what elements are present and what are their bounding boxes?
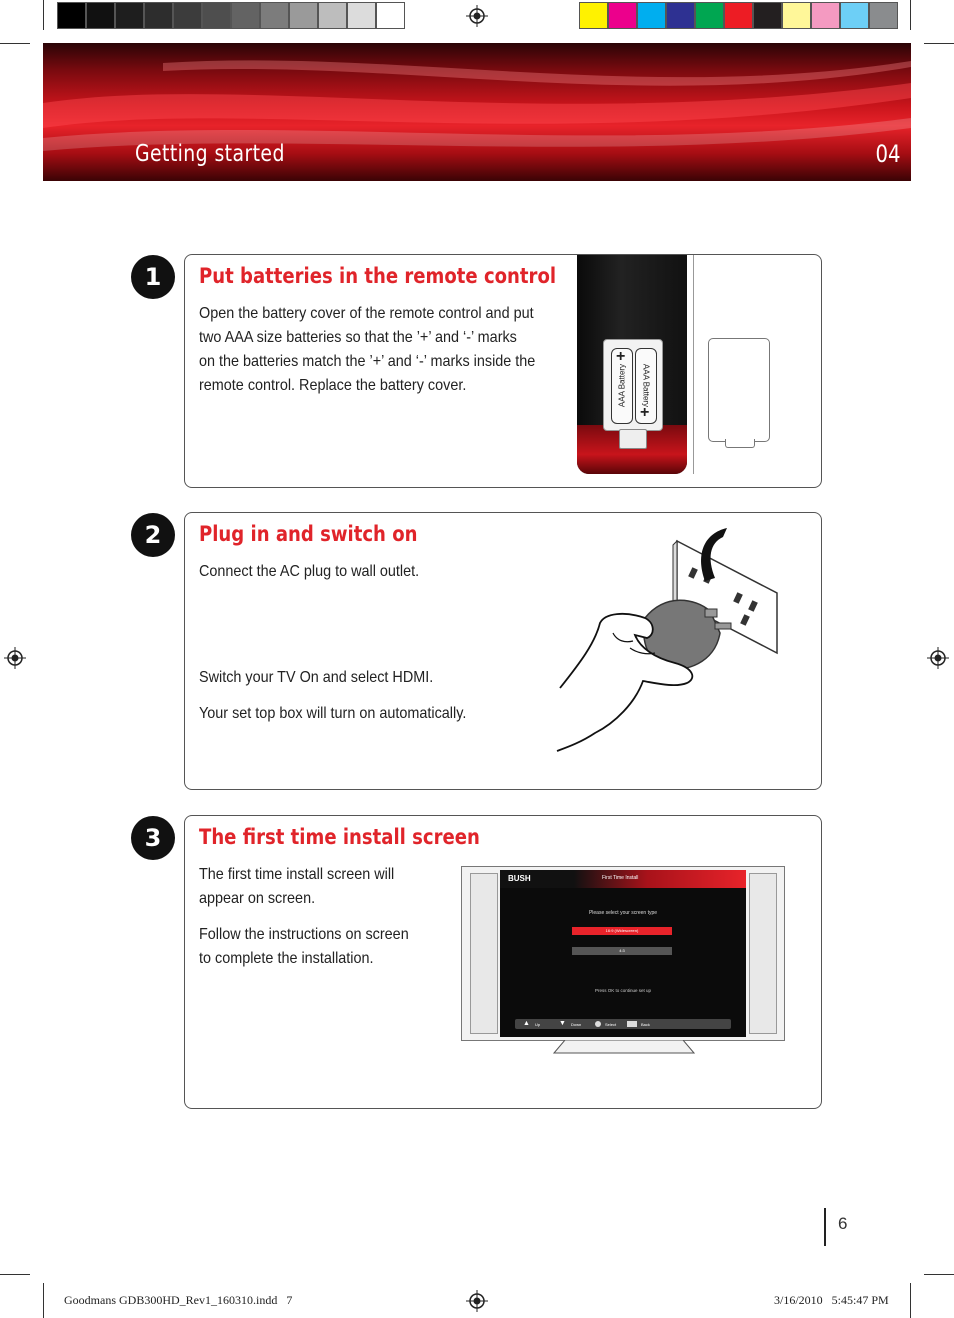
step-title: The first time install screen — [199, 825, 480, 849]
step-description — [199, 863, 394, 911]
tv-speaker-left — [470, 873, 498, 1034]
process-swatch — [724, 2, 753, 29]
step-text: Switch your TV On and select HDMI. — [199, 669, 434, 686]
ok-button-icon — [595, 1021, 601, 1027]
registration-mark-icon — [927, 647, 949, 669]
step-text: Your set top box will turn on automatically. — [199, 705, 467, 722]
nav-label: Down — [571, 1022, 582, 1027]
battery-latch — [619, 429, 647, 449]
page-number-divider — [824, 1208, 826, 1246]
step-title: Put batteries in the remote control — [199, 264, 557, 288]
down-arrow-icon: ▼ — [559, 1020, 566, 1027]
text-line: on the batteries match the ’+’ and ‘-’ marks inside the — [199, 353, 536, 370]
registration-mark-icon — [466, 1290, 488, 1312]
process-swatch — [695, 2, 724, 29]
cover-tab — [725, 439, 755, 448]
gray-swatch — [86, 2, 115, 29]
nav-label: Select — [605, 1022, 617, 1027]
tv-header-bar — [500, 870, 746, 888]
process-swatch — [637, 2, 666, 29]
plus-icon: + — [616, 348, 626, 365]
text-line: remote control. Replace the battery cover. — [199, 377, 467, 394]
back-button-icon — [627, 1021, 637, 1027]
gray-swatch — [57, 2, 86, 29]
step-panel-plug-in — [184, 512, 822, 790]
step-text: Connect the AC plug to wall outlet. — [199, 563, 420, 580]
tv-header-title: First Time Install — [602, 875, 639, 881]
chapter-banner — [43, 43, 911, 181]
step-description — [199, 302, 559, 398]
gray-swatch — [115, 2, 144, 29]
text-line: to complete the installation. — [199, 950, 374, 967]
page-number: 6 — [838, 1214, 848, 1233]
battery-cell — [611, 348, 633, 424]
step-number-badge: 1 — [131, 255, 175, 299]
tv-nav-bar — [515, 1019, 731, 1029]
gray-swatch — [202, 2, 231, 29]
tv-brand-logo: BUSH — [508, 874, 531, 883]
gray-swatch — [347, 2, 376, 29]
process-swatch — [869, 2, 898, 29]
gray-swatch — [376, 2, 405, 29]
gray-swatch — [144, 2, 173, 29]
crop-mark — [43, 0, 44, 30]
registration-mark-icon — [466, 5, 488, 27]
tv-screen — [500, 870, 746, 1037]
text-line: Follow the instructions on screen — [199, 926, 409, 943]
process-swatch — [579, 2, 608, 29]
tv-speaker-right — [749, 873, 777, 1034]
tv-option-selected: 16:9 (Widescreen) — [572, 927, 672, 935]
process-swatch — [782, 2, 811, 29]
gray-swatch — [231, 2, 260, 29]
footer-timestamp: 3/16/2010 5:45:47 PM — [774, 1293, 889, 1307]
tv-illustration — [461, 866, 785, 1041]
plug-illustration — [555, 523, 785, 763]
crop-mark — [0, 43, 30, 44]
crop-mark — [0, 1274, 30, 1275]
tv-stand — [553, 1040, 695, 1054]
remote-edge-line — [693, 255, 694, 474]
battery-compartment — [603, 339, 663, 431]
crop-mark — [924, 1274, 954, 1275]
battery-label: AAA Battery — [641, 363, 651, 408]
battery-label: AAA Battery — [617, 363, 627, 408]
text-line: Open the battery cover of the remote control and put — [199, 305, 534, 322]
crop-mark — [910, 1283, 911, 1318]
text-line: The first time install screen will — [199, 866, 395, 883]
crop-mark — [924, 43, 954, 44]
up-arrow-icon: ▲ — [523, 1020, 530, 1027]
step-description — [199, 923, 409, 971]
nav-label: Up — [535, 1022, 541, 1027]
text-line: appear on screen. — [199, 890, 316, 907]
process-swatch — [811, 2, 840, 29]
battery-cover-illustration — [708, 338, 770, 442]
tv-continue-text: Press OK to continue set up — [594, 988, 652, 993]
gray-swatch — [173, 2, 202, 29]
process-swatch — [608, 2, 637, 29]
tv-prompt: Please select your screen type — [588, 910, 658, 916]
crop-mark — [910, 0, 911, 30]
nav-label: Back — [641, 1022, 650, 1027]
process-swatch — [753, 2, 782, 29]
step-panel-batteries — [184, 254, 822, 488]
step-title: Plug in and switch on — [199, 522, 418, 546]
remote-control-illustration — [577, 255, 687, 474]
process-swatch — [840, 2, 869, 29]
step-panel-first-install — [184, 815, 822, 1109]
process-swatch — [666, 2, 695, 29]
chapter-title: Getting started — [135, 141, 285, 167]
gray-swatch — [260, 2, 289, 29]
chapter-number: 04 — [875, 140, 901, 168]
tv-option: 4:3 — [572, 947, 672, 955]
gray-swatch — [318, 2, 347, 29]
footer-filename: Goodmans GDB300HD_Rev1_160310.indd 7 — [64, 1293, 293, 1307]
battery-cell — [635, 348, 657, 424]
text-line: two AAA size batteries so that the ’+’ and ‘-’ marks — [199, 329, 517, 346]
plus-icon: + — [640, 404, 650, 421]
registration-mark-icon — [4, 647, 26, 669]
step-number-badge: 2 — [131, 513, 175, 557]
gray-swatch — [289, 2, 318, 29]
crop-mark — [43, 1283, 44, 1318]
step-number-badge: 3 — [131, 816, 175, 860]
